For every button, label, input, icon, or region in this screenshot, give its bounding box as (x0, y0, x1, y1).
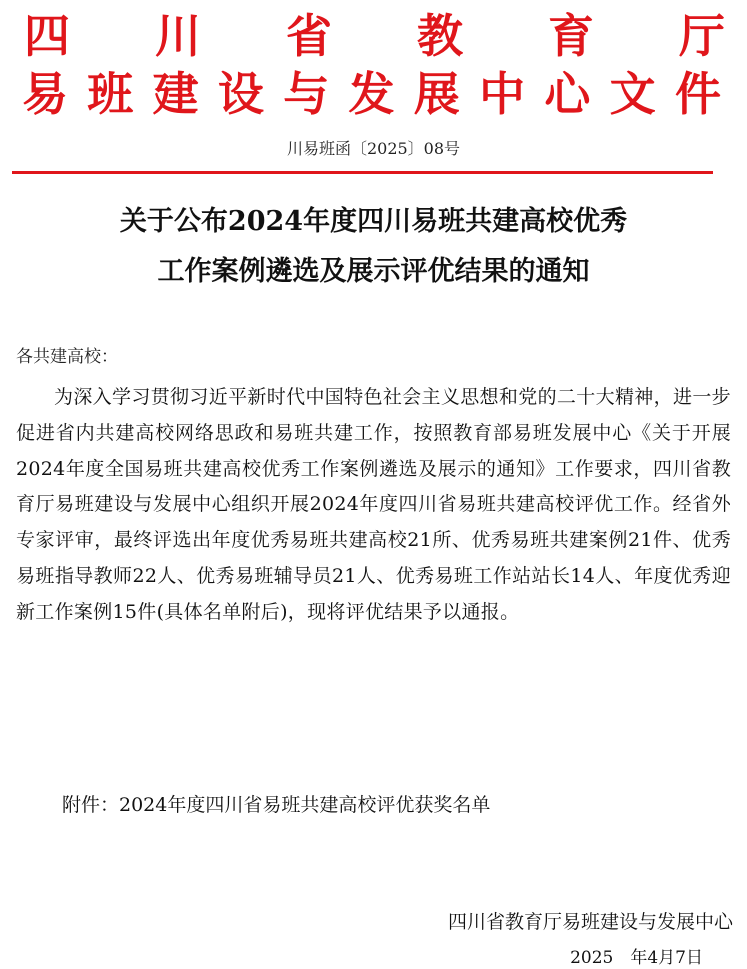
salutation: 各共建高校： (16, 347, 118, 367)
document-number: 川易班函〔2025〕08号 (286, 139, 461, 158)
red-divider-rule (12, 171, 713, 174)
notice-body-paragraph: 为深入学习贯彻习近平新时代中国特色社会主义思想和党的二十大精神，进一步促进省内共建高校网络思政和易班共建工作，按照教育部易班发展中心《关于开展2024年度全国易班共建高校优秀工作案例遴选及展示的通知》工作要求，四川省教育厅易班建设与发展中心组织开展2024年度四川省易班共建高校评优工作。经省外专家评审，最终评选出年度优秀易班共建高校21所、优秀易班共建案例21件、优秀易班指导教师22人、优秀易班辅导员21人、优秀易班工作站站长14人、年度优秀迎新工作案例15件(具体名单附后)，现将评优结果予以通报。 (16, 386, 731, 623)
header-char: 厅 (679, 9, 725, 63)
header-char: 川 (155, 9, 201, 63)
header-char: 易 (22, 67, 68, 121)
header-char: 心 (544, 67, 591, 121)
header-char: 展 (413, 67, 460, 121)
issuer-header-line1 (24, 8, 725, 64)
header-char: 设 (217, 67, 264, 121)
issuer-header-line2 (22, 66, 721, 122)
issue-date: 2025 年4月7日 (570, 948, 703, 968)
header-char: 中 (479, 67, 526, 121)
notice-title-line2: 工作案例遴选及展示评优结果的通知 (157, 256, 590, 287)
header-char: 四 (24, 9, 70, 63)
header-char: 育 (548, 9, 594, 63)
header-char: 教 (417, 9, 463, 63)
issuer-signature: 四川省教育厅易班建设与发展中心 (447, 911, 733, 933)
header-char: 省 (286, 9, 332, 63)
attachment-note: 附件：2024年度四川省易班共建高校评优获奖名单 (62, 794, 491, 816)
header-char: 件 (674, 67, 721, 121)
header-char: 班 (87, 67, 134, 121)
header-char: 发 (348, 67, 395, 121)
header-char: 与 (283, 67, 330, 121)
header-char: 建 (152, 67, 199, 121)
notice-title-line1: 关于公布2024年度四川易班共建高校优秀 (119, 206, 628, 237)
header-char: 文 (609, 67, 656, 121)
